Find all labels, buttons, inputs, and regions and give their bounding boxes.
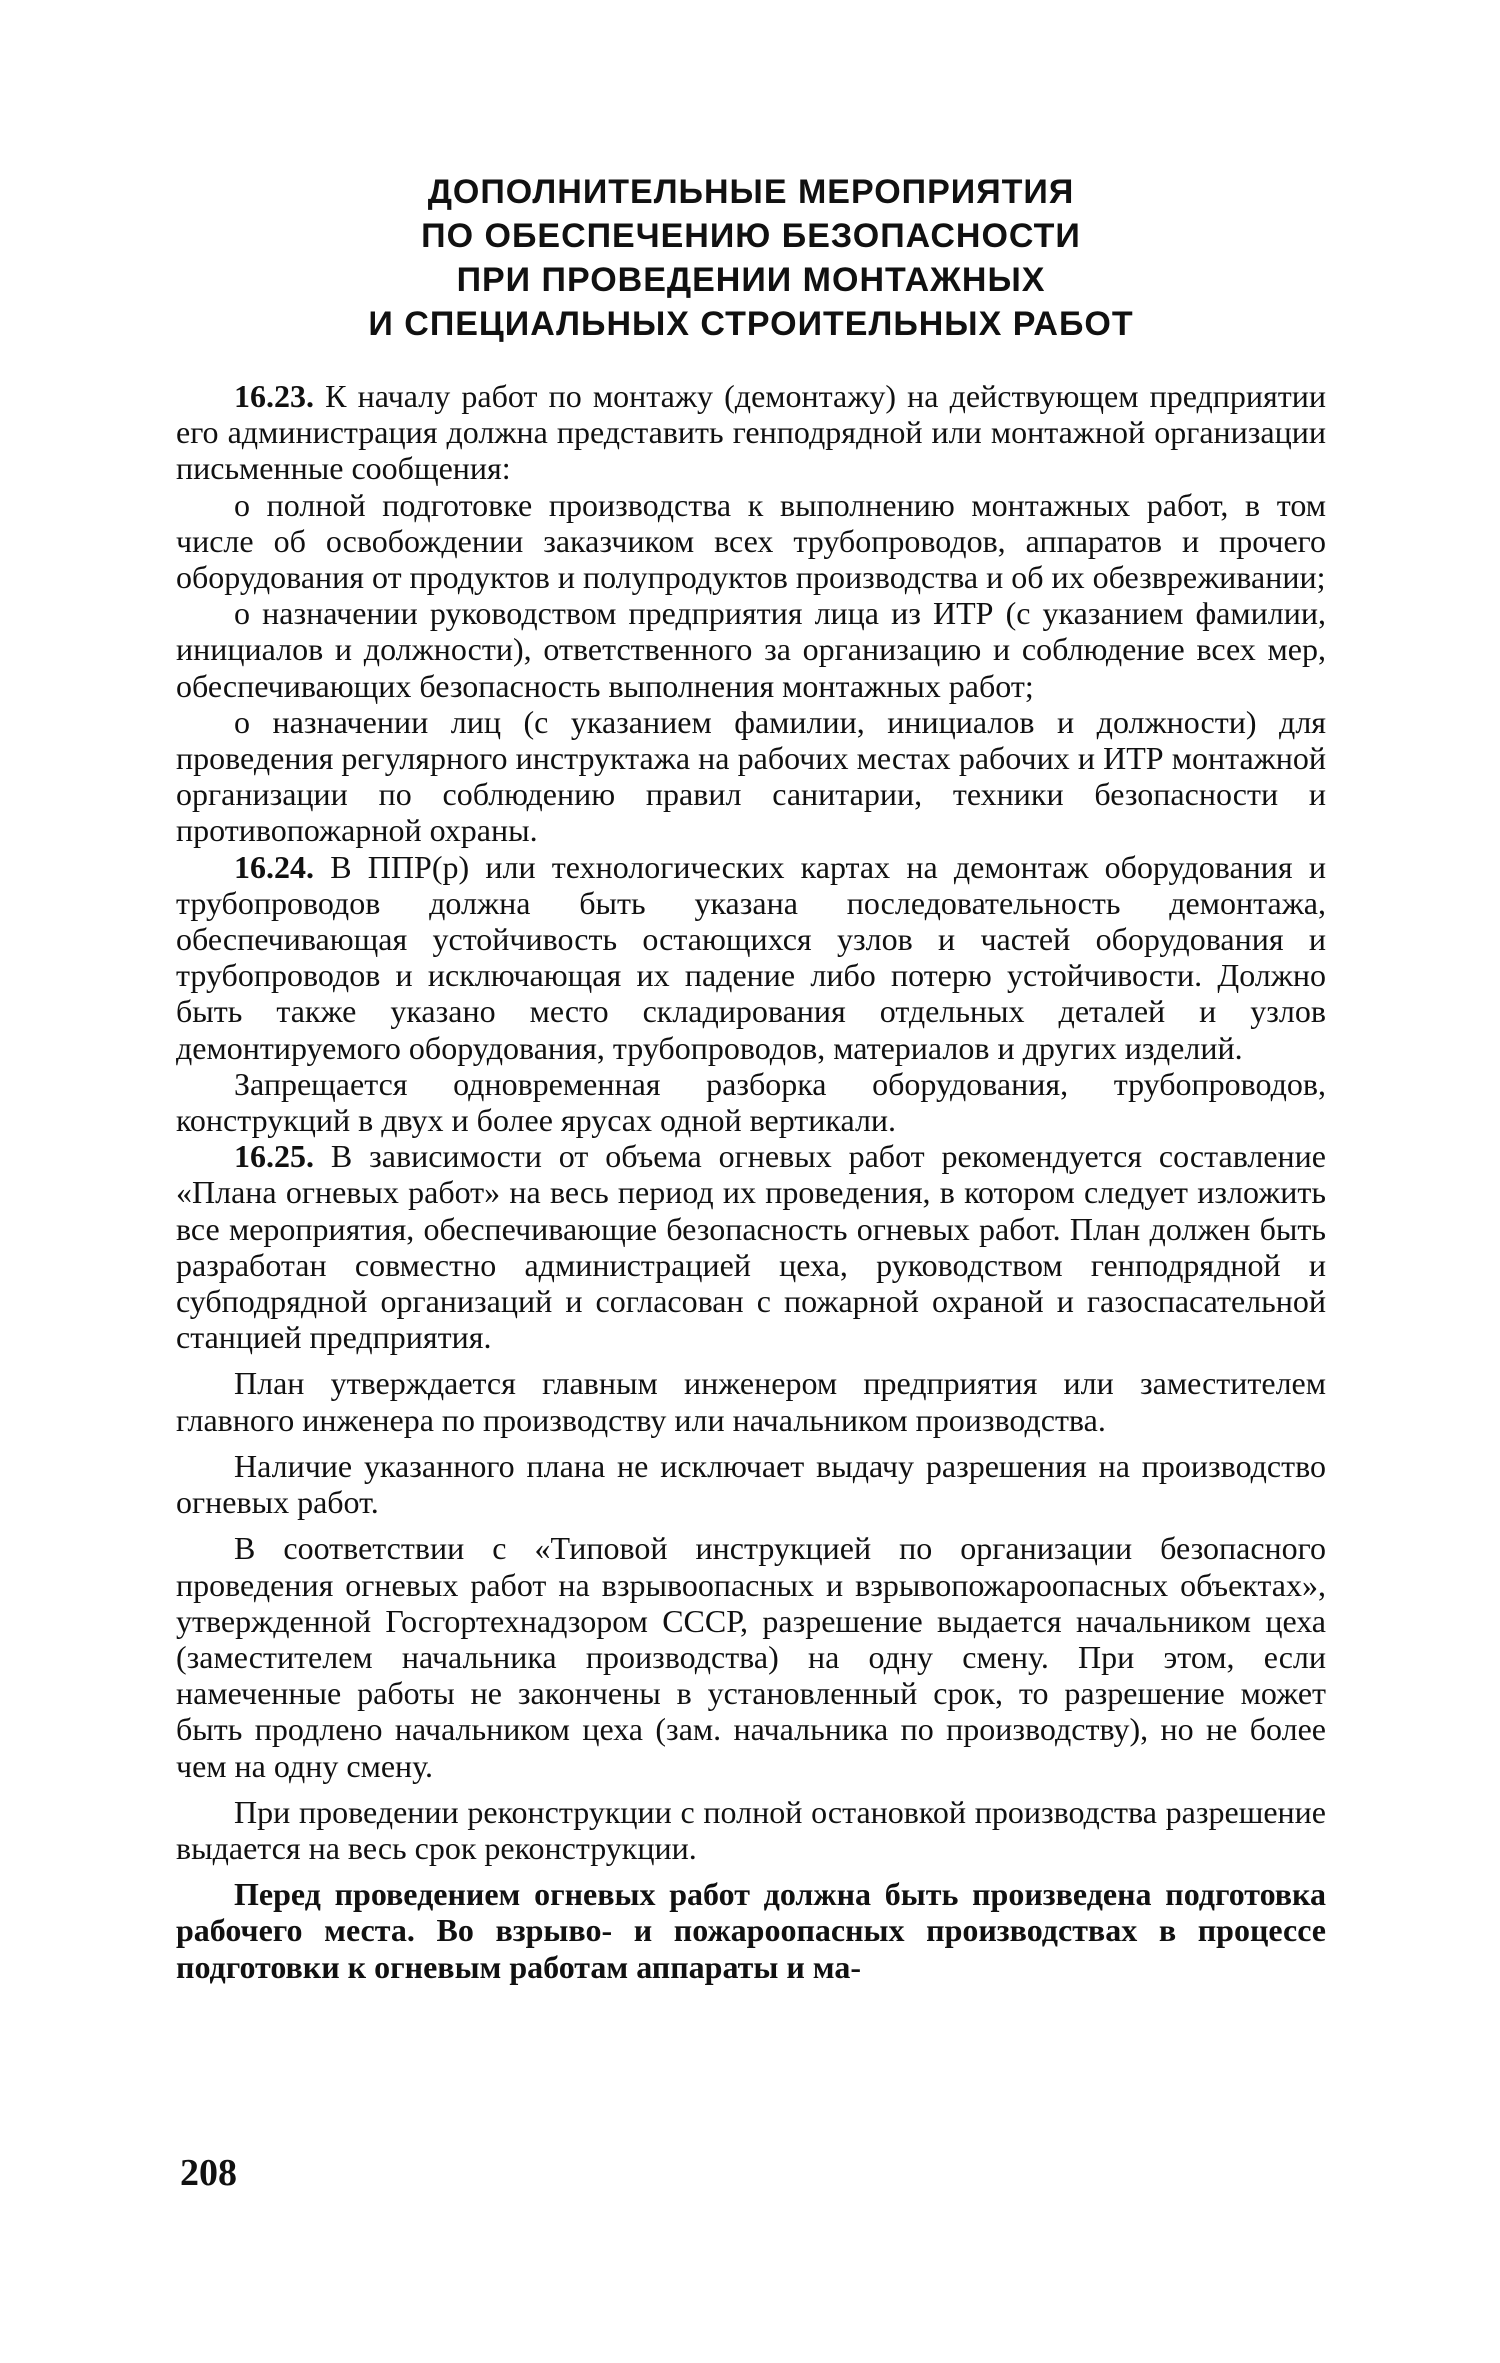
- document-page: [176, 170, 1326, 1985]
- page-number: 208: [180, 2152, 237, 2194]
- paragraph-16-24: [176, 849, 1326, 1066]
- section-heading: [176, 170, 1326, 346]
- paragraph: План утверждается главным инженером предприятия или заместителем главного инженера по производству или начальником производства.: [176, 1365, 1326, 1438]
- paragraph: Наличие указанного плана не исключает выдачу разрешения на производство огневых работ.: [176, 1447, 1326, 1521]
- paragraph-16-23: [176, 378, 1326, 487]
- paragraph: В соответствии с «Типовой инструкцией по организации безопасного проведения огневых работ на взрывоопасных и взрывопожароопасных объектах», утвержденной Госгортехнадзором СССР, разрешение выдается начальником цеха (заместителем начальника производства) на одну смену. При этом, если намеченные работы не закончены в установленный срок, то разрешение может быть продлено начальником цеха (зам. начальника по производству), но не более чем на одну смену.: [176, 1530, 1326, 1784]
- clause-number: 16.23.: [234, 378, 314, 414]
- paragraph: Перед проведением огневых работ должна быть произведена подготовка рабочего места. Во взрыво- и пожароопасных производствах в процессе подготовки к огневым работам аппараты и ма-: [176, 1876, 1326, 1985]
- paragraph: При проведении реконструкции с полной остановкой производства разрешение выдается на весь срок реконструкции.: [176, 1793, 1326, 1866]
- body-text: [176, 378, 1326, 1985]
- paragraph: о назначении лиц (с указанием фамилии, инициалов и должности) для проведения регулярного инструктажа на рабочих местах рабочих и ИТР монтажной организации по соблюдению правил санитарии, техники безопасности и противопожарной охраны.: [176, 703, 1326, 849]
- heading-line: ДОПОЛНИТЕЛЬНЫЕ МЕРОПРИЯТИЯ: [427, 173, 1075, 211]
- paragraph: о полной подготовке производства к выполнению монтажных работ, в том числе об освобождении заказчиком всех трубопроводов, аппаратов и прочего оборудования от продуктов и полупродуктов производства и об их обезвреживании;: [176, 486, 1326, 596]
- paragraph: о назначении руководством предприятия лица из ИТР (с указанием фамилии, инициалов и должности), ответственного за организацию и соблюдение всех мер, обеспечивающих безопасность выполнения монтажных работ;: [176, 595, 1326, 704]
- heading-line: ПРИ ПРОВЕДЕНИИ МОНТАЖНЫХ: [456, 261, 1046, 299]
- heading-line: ПО ОБЕСПЕЧЕНИЮ БЕЗОПАСНОСТИ: [421, 217, 1081, 255]
- paragraph-16-25: [176, 1138, 1326, 1355]
- heading-line: И СПЕЦИАЛЬНЫХ СТРОИТЕЛЬНЫХ РАБОТ: [368, 305, 1134, 343]
- paragraph-text: В ППР(р) или технологических картах на демонтаж оборудования и трубопроводов должна быть указана последовательность демонтажа, обеспечивающая устойчивость остающихся узлов и частей оборудования и трубопроводов и исключающая их падение либо потерю устойчивости. Должно быть также указано место складирования отдельных деталей и узлов демонтируемого оборудования, трубопроводов, материалов и других изделий.: [176, 848, 1326, 1066]
- paragraph-text: К началу работ по монтажу (демонтажу) на действующем предприятии его администрация должна представить генподрядной или монтажной организации письменные сообщения:: [176, 378, 1326, 487]
- paragraph: Запрещается одновременная разборка оборудования, трубопроводов, конструкций в двух и более ярусах одной вертикали.: [176, 1065, 1326, 1139]
- clause-number: 16.24.: [234, 848, 314, 885]
- clause-number: 16.25.: [234, 1138, 314, 1175]
- paragraph-text: В зависимости от объема огневых работ рекомендуется составление «Плана огневых работ» на весь период их проведения, в котором следует изложить все мероприятия, обеспечивающие безопасность огневых работ. План должен быть разработан совместно администрацией цеха, руководством генподрядной и субподрядной организаций и согласован с пожарной охраной и газоспасательной станцией предприятия.: [176, 1138, 1326, 1356]
